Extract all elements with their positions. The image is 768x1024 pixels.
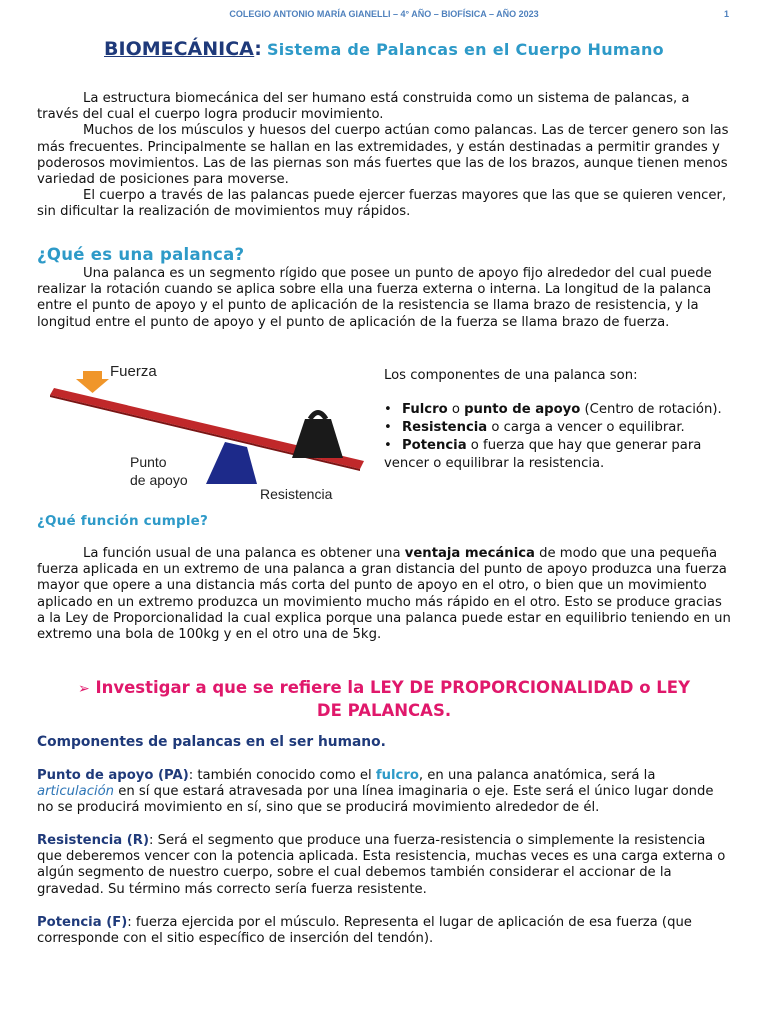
ventaja-mecanica: ventaja mecánica <box>404 546 535 561</box>
componentes-intro: Los componentes de una palanca son: <box>384 368 638 383</box>
intro-paragraph-1: La estructura biomecánica del ser humano está construida como un sistema de palancas, a través del cual el cuerpo logra producir movimiento. <box>37 91 690 123</box>
r-label: Resistencia (R) <box>37 833 149 848</box>
arrow-bullet-icon: ➢ <box>77 681 90 697</box>
fuerza-label: Fuerza <box>110 363 157 380</box>
intro-paragraph-2: Muchos de los músculos y huesos del cuerpo actúan como palancas. Las de tercer genero son las más frecuentes. Principalmente se hallan en las extremidades, y están destinadas a permitir grandes y poderosos movimientos. Las de las piernas son más fuertes que las de los brazos, aunque tienen menos variedad de posiciones para moverse. <box>37 123 729 188</box>
punto-apoyo-paragraph: Punto de apoyo (PA): también conocido como el fulcro, en una palanca anatómica, será la articulación en sí que estará atravesada por una línea imaginaria o eje. Este será el único lugar donde no se producirá movimiento en sí, sino que se producirá movimiento alrededor de él. <box>37 768 714 816</box>
title-subtitle: Sistema de Palancas en el Cuerpo Humano <box>266 40 664 59</box>
list-item: • Potencia o fuerza que hay que generar para vencer o equilibrar la resistencia. <box>384 438 702 471</box>
item-fulcro: Fulcro <box>402 402 448 417</box>
page-title <box>0 38 768 60</box>
resistencia-paragraph: Resistencia (R): Será el segmento que produce una fuerza-resistencia o simplemente la resistencia que deberemos vencer con la potencia aplicada. Esta resistencia, muchas veces es una carga externa o algún segmento de nuestro cuerpo, sobre el cual debemos también considerar el accionar de la gravedad. Su término más correcto sería fuerza resistente. <box>37 833 726 897</box>
bullet-icon: • <box>384 438 392 453</box>
bullet-icon: • <box>384 420 392 435</box>
item-punto-de-apoyo: punto de apoyo <box>464 402 581 417</box>
fulcrum-triangle <box>206 442 257 484</box>
punto-label-1: Punto <box>130 454 167 470</box>
potencia-paragraph: Potencia (F): fuerza ejercida por el músculo. Representa el lugar de aplicación de esa fuerza (que corresponde con el sitio específico de inserción del tendón). <box>37 915 692 947</box>
heading-funcion: ¿Qué función cumple? <box>37 513 209 529</box>
fuerza-arrow-icon <box>76 371 109 393</box>
funcion-section <box>37 546 731 643</box>
callout-line-1: Investigar a que se refiere la LEY DE PROPORCIONALIDAD o LEY <box>95 678 691 697</box>
callout-line-2: DE PALANCAS. <box>316 701 452 720</box>
resistencia-label: Resistencia <box>260 486 333 502</box>
list-item: • Fulcro o punto de apoyo (Centro de rotación). <box>384 402 722 417</box>
bullet-icon: • <box>384 402 392 417</box>
que-es-paragraph: Una palanca es un segmento rígido que posee un punto de apoyo fijo alrededor del cual puede realizar la rotación cuando se aplica sobre ella una fuerza externa o interna. La longitud de la palanca entre el punto de apoyo y el punto de aplicación de la resistencia se llama brazo de resistencia, y la longitud entre el punto de apoyo y el punto de aplicación de la fuerza se llama brazo de fuerza. <box>37 266 712 330</box>
title-main: BIOMECÁNICA <box>104 38 255 60</box>
intro-paragraph-3: El cuerpo a través de las palancas puede ejercer fuerzas mayores que las que se quieren vencer, sin dificultar la realización de movimientos muy rápidos. <box>37 188 727 220</box>
componentes-section <box>384 367 732 473</box>
intro-section <box>37 91 731 221</box>
heading-que-es: ¿Qué es una palanca? <box>37 245 245 264</box>
weight-block <box>292 419 343 458</box>
articulacion-term: articulación <box>37 784 115 800</box>
pa-label: Punto de apoyo (PA) <box>37 768 189 783</box>
heading-humano: Componentes de palancas en el ser humano. <box>37 734 386 750</box>
punto-label-2: de apoyo <box>130 472 188 488</box>
item-resistencia: Resistencia <box>402 420 488 435</box>
page-number: 1 <box>723 9 729 19</box>
f-label: Potencia (F) <box>37 915 128 930</box>
research-callout <box>37 677 731 721</box>
que-es-section <box>37 266 731 331</box>
funcion-paragraph: La función usual de una palanca es obtener una ventaja mecánica de modo que una pequeña fuerza aplicada en un extremo de una palanca a gran distancia del punto de apoyo produzca una fuerza mayor que opere a una distancia más corta del punto de apoyo en el otro, o bien que un movimiento aplicado en un extremo produzca un movimiento mucho más rápido en el otro. Esto se produce gracias a la Ley de Proporcionalidad la cual explica porque una palanca puede estar en equilibrio teniendo en un extremo una bola de 100kg y en el otro una de 5kg. <box>37 546 731 643</box>
lever-figure <box>48 357 372 507</box>
fulcro-term: fulcro <box>375 768 419 783</box>
title-colon: : <box>254 38 262 60</box>
header-school-line: COLEGIO ANTONIO MARÍA GIANELLI – 4° AÑO – BIOFÍSICA – AÑO 2023 <box>229 9 539 19</box>
item-potencia: Potencia <box>402 438 467 453</box>
list-item: • Resistencia o carga a vencer o equilibrar. <box>384 420 685 435</box>
weight-handle <box>310 413 326 420</box>
componentes-list <box>384 401 732 473</box>
